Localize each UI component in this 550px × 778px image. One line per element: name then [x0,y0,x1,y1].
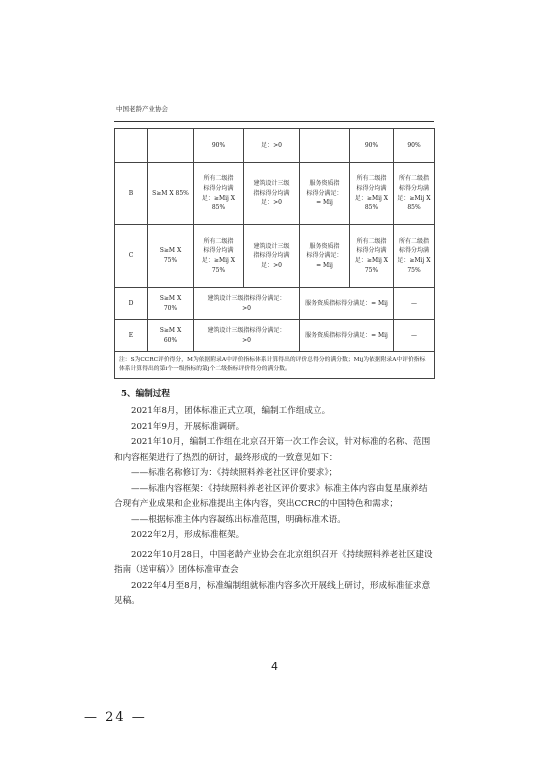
paragraph: 2021年8月，团体标准正式立项，编制工作组成立。 [131,406,331,416]
table-row-c [115,225,435,288]
table-cell: 建筑设计三级 指标得分均满 足：>0 [244,163,300,225]
table-cell: 所有二级指 标得分均满 足：≥Mij X 85% [394,163,435,225]
table-cell: 服务资质指 标得分满足： = Mij [300,163,350,225]
paragraph: 2022年2月，形成标准框架。 [131,530,245,540]
table-row-note [115,352,435,379]
score-cell: S≥M X 75% [148,225,194,288]
table-cell: 所有二级指 标得分均满 足：≥Mij X 75% [350,225,394,288]
table-cell: 服务资质指 标得分满足： = Mij [300,225,350,288]
table-cell: 90% [194,129,244,163]
grade-cell: C [115,225,148,288]
grade-cell: B [115,163,148,225]
table-cell: 90% [394,129,435,163]
paragraph: ——标准名称修订为：《持续照料养老社区评价要求》； [131,468,338,478]
grade-cell: E [115,320,148,352]
score-cell: S≥M X 70% [148,288,194,320]
design-criteria-cell: 建筑设计三级指标得分满足： >0 [194,320,300,352]
paragraph: 2021年9月，开展标准调研。 [131,421,245,432]
paragraph: 2021年10月，编制工作组在北京召开第一次工作会议，针对标准的名称、范围和内容框架进行了热烈的研讨，最终形成的一致意见如下： [114,437,431,463]
folio-number: — 24 — [84,710,147,725]
table-note: 注：S为CCRC评价得分，M为依据附录A中评价指标体系计算得出的评价总得分的满分数；Mij为依据附录A中评价指标体系计算得出的第i个一级指标的第j个二级指标评价得分的满分数。 [115,352,435,379]
table-cell: 所有二级指 标得分均满 足：≥Mij X 75% [394,225,435,288]
score-cell: S≥M X 60% [148,320,194,352]
service-criteria-cell: 服务资质指标得分满足：= Mij [300,288,394,320]
table-cell: 90% [350,129,394,163]
table-cell: 所有二级指 标得分均满 足：≥Mij X 75% [194,225,244,288]
table-row-b [115,163,435,225]
table-row-e [115,320,435,352]
table-row-top [115,129,435,163]
page-number: 4 [271,660,278,673]
paragraph: 2022年10月28日，中国老龄产业协会在北京组织召开《持续照料养老社区建设指南（送审稿）》团体标准审查会 [114,549,433,575]
table-cell [148,129,194,163]
service-criteria-cell: 服务资质指标得分满足：= Mij [300,320,394,352]
page-header-org: 中国老龄产业协会 [116,105,168,113]
table-cell: 所有二级指 标得分均满 足：≥Mij X 85% [194,163,244,225]
paragraph: ——根据标准主体内容凝练出标准范围，明确标准术语。 [131,514,346,525]
table-cell [115,129,148,163]
table-row-d [115,288,435,320]
grade-cell: D [115,288,148,320]
score-cell: S≥M X 85% [148,163,194,225]
table-cell: 所有二级指 标得分均满 足：≥Mij X 85% [350,163,394,225]
table-cell: 建筑设计三级 指标得分均满 足：>0 [244,225,300,288]
paragraph: 2022年4月至8月，标准编制组就标准内容多次开展线上研讨，形成标准征求意见稿。 [114,580,431,606]
design-criteria-cell: 建筑设计三级指标得分满足： >0 [194,288,300,320]
table-cell [300,129,350,163]
header-divider [114,121,434,122]
dash-cell: — [394,320,435,352]
section-body [114,404,434,610]
section-title: 5、编制过程 [121,389,170,399]
table-cell: 足：>0 [244,129,300,163]
dash-cell: — [394,288,435,320]
paragraph: ——标准内容框架：《持续照料养老社区评价要求》标准主体内容由复星康养结合现有产业成果和企业标准提出主体内容，突出CCRC的中国特色和需求； [114,483,428,509]
grading-table [114,128,435,379]
